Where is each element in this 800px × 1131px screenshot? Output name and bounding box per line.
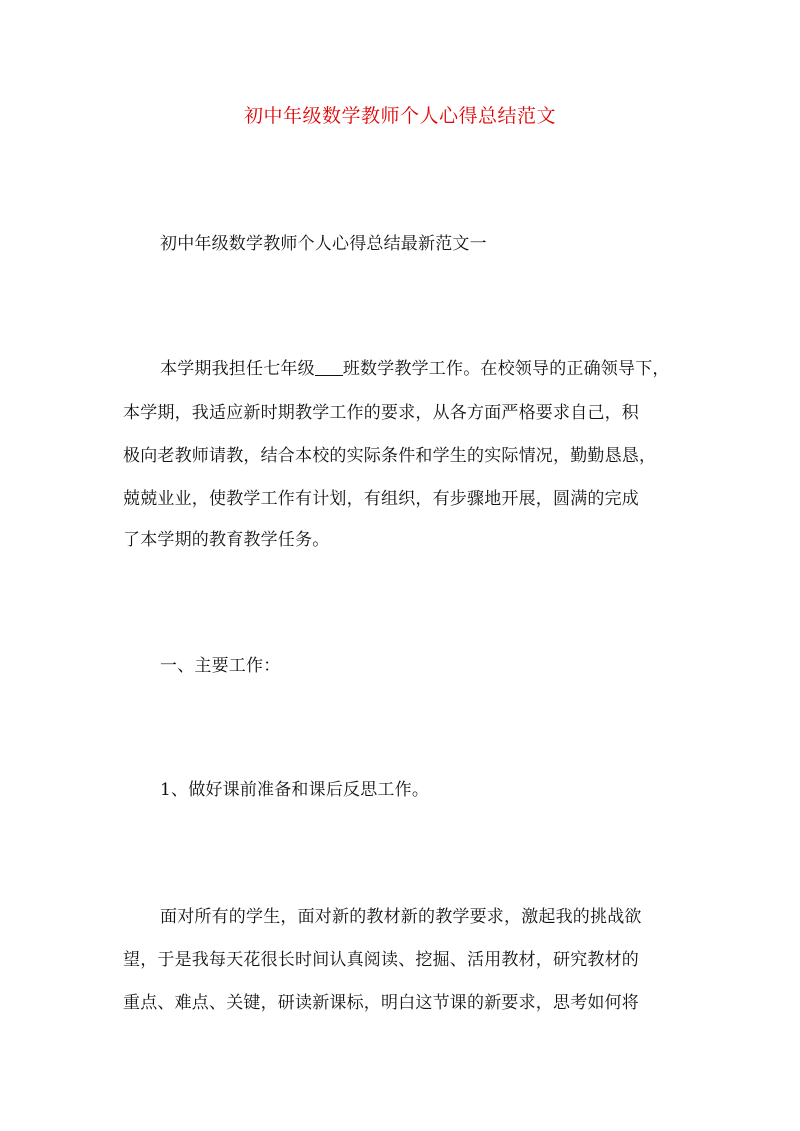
paragraph-line bbox=[160, 357, 730, 381]
document-title: 初中年级数学教师个人心得总结范文 bbox=[243, 105, 556, 127]
paragraph-line: 兢兢业业，使教学工作有计划，有组织，有步骤地开展，圆满的完成 bbox=[123, 489, 639, 509]
section-heading: 一、主要工作： bbox=[160, 656, 281, 676]
fill-in-blank bbox=[315, 359, 343, 376]
paragraph-line: 本学期，我适应新时期教学工作的要求，从各方面严格要求自己，积 bbox=[123, 403, 639, 423]
paragraph-line: 望，于是我每天花很长时间认真阅读、挖掘、活用教材，研究教材的 bbox=[123, 950, 639, 970]
paragraph-line: 面对所有的学生，面对新的教材新的教学要求，激起我的挑战欲 bbox=[160, 907, 642, 927]
paragraph-text: 本学期我担任七年级 bbox=[160, 359, 315, 379]
subtitle: 初中年级数学教师个人心得总结最新范文一 bbox=[160, 234, 487, 254]
paragraph-line: 了本学期的教育教学任务。 bbox=[123, 530, 330, 550]
paragraph-line: 重点、难点、关键，研读新课标，明白这节课的新要求，思考如何将 bbox=[123, 993, 639, 1013]
list-item: 1、做好课前准备和课后反思工作。 bbox=[160, 780, 430, 800]
paragraph-text: 班数学教学工作。在校领导的正确领导下， bbox=[342, 359, 670, 379]
paragraph-line: 极向老教师请教，结合本校的实际条件和学生的实际情况，勤勤恳恳， bbox=[123, 446, 657, 466]
